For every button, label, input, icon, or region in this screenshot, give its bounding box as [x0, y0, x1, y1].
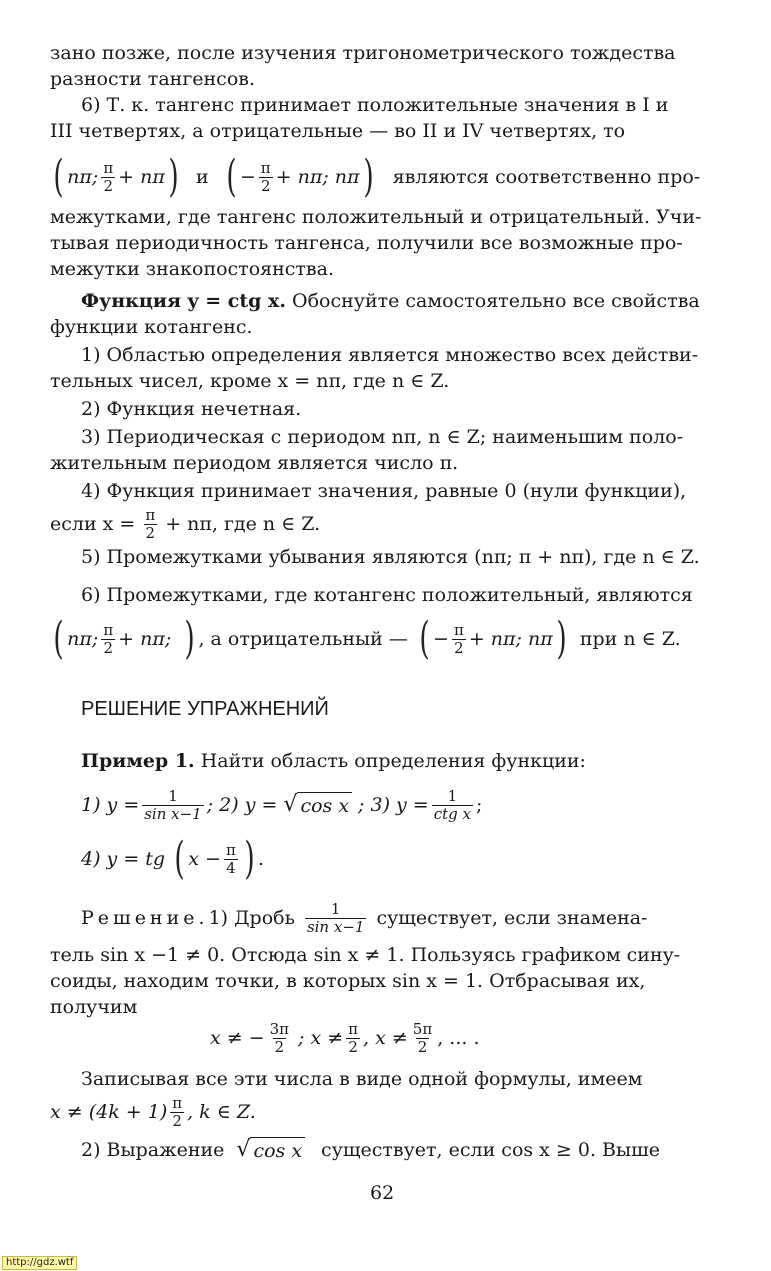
example-title: Пример 1. Найти область определения функции: — [81, 750, 586, 772]
interval-line-ctg: ( nπ; $\frac{\pi}{2}$ + nπ; ) , а отрицательный — ( − $\frac{\pi}{2}$ + nπ; nπ ) при n ∈ Z. — [53, 613, 681, 664]
text-line: разности тангенсов. — [50, 68, 255, 90]
fraction: $\frac{\pi}{2}$ — [172, 1093, 183, 1130]
text-line: тельных чисел, кроме x = nπ, где n ∈ Z. — [50, 370, 450, 392]
text-line: 6) Т. к. тангенс принимает положительные значения в I и — [81, 94, 669, 116]
text-line: 2) Выражение √ cos x существует, если cos x ≥ 0. Выше — [81, 1137, 661, 1162]
text-line: тывая периодичность тангенса, получили все возможные про- — [50, 232, 683, 254]
fraction: $\frac{\pi}{2}$ — [348, 1019, 359, 1056]
text-line: 1) Областью определения является множество всех действи- — [81, 344, 699, 366]
text-line: 6) Промежутками, где котангенс положительный, являются — [81, 584, 693, 606]
text-line: III четвертях, а отрицательные — во II и IV четвертях, то — [50, 120, 626, 142]
solution-line: Решение. 1) Дробь $\frac{1}{\text{sin x−1}}$ существует, если знамена- — [81, 899, 648, 936]
sqrt: cos x — [297, 792, 352, 819]
fraction: $\frac{\pi}{2}$ — [145, 505, 156, 542]
fraction: $\frac{\pi}{2}$ — [103, 620, 114, 657]
function-title: Функция y = ctg x. Обоснуйте самостоятельно все свойства — [81, 290, 700, 312]
zeros-line: если x = $\frac{\pi}{2}$ + nπ, где n ∈ Z. — [50, 505, 321, 542]
watermark-link[interactable]: http://gdz.wtf — [2, 1256, 77, 1270]
fraction: $\frac{1}{\text{sin x−1}}$ — [306, 899, 365, 936]
text-line: функции котангенс. — [50, 316, 253, 338]
interval-line-tan: ( nπ; $\frac{\pi}{2}$ + nπ ) и ( − $\frac{\pi}{2}$ + nπ; nπ ) являются соответственно про- — [53, 151, 701, 202]
fraction: $\frac{\pi}{4}$ — [225, 840, 236, 877]
text-line: Записывая все эти числа в виде одной формулы, имеем — [81, 1068, 643, 1090]
fraction: $\frac{\pi}{2}$ — [103, 158, 114, 195]
excluded-points: x ≠ − $\frac{3\pi}{2}$ ; x ≠ $\frac{\pi}{2}$ , x ≠ $\frac{5\pi}{2}$ , ... . — [210, 1019, 480, 1056]
text-line: 5) Промежутками убывания являются (nπ; π + nπ), где n ∈ Z. — [81, 546, 700, 568]
text-line: жительным периодом является число π. — [50, 452, 459, 474]
text-line: 4) Функция принимает значения, равные 0 (нули функции), — [81, 480, 687, 502]
example-item-4: 4) y = tg ( x − $\frac{\pi}{4}$ ) . — [81, 833, 265, 884]
text-line: тель sin x −1 ≠ 0. Отсюда sin x ≠ 1. Пользуясь графиком сину- — [50, 944, 681, 966]
text-line: соиды, находим точки, в которых sin x = 1. Отбрасывая их, — [50, 970, 646, 992]
text-line: зано позже, после изучения тригонометрического тождества — [50, 42, 676, 64]
text-line: межутки знакопостоянства. — [50, 258, 334, 280]
example-items-1-3: 1) y = $\frac{1}{\text{sin x−1}}$ ; 2) y = √ cos x ; 3) y = $\frac{1}{\text{ctg x}}$ ; — [81, 786, 483, 823]
fraction: $\frac{1}{\text{sin x−1}}$ — [144, 786, 202, 823]
text-line: межутками, где тангенс положительный и отрицательный. Учи- — [50, 206, 702, 228]
section-heading: РЕШЕНИЕ УПРАЖНЕНИЙ — [81, 698, 329, 720]
text-line: 3) Периодическая с периодом nπ, n ∈ Z; наименьшим поло- — [81, 426, 684, 448]
formula-line: x ≠ (4k + 1) $\frac{\pi}{2}$ , k ∈ Z. — [50, 1093, 256, 1130]
fraction: $\frac{1}{\text{ctg x}}$ — [433, 786, 471, 823]
text-line: 2) Функция нечетная. — [81, 398, 302, 420]
fraction: $\frac{5\pi}{2}$ — [412, 1019, 433, 1056]
fraction: $\frac{\pi}{2}$ — [453, 620, 464, 657]
fraction: $\frac{\pi}{2}$ — [260, 158, 271, 195]
sqrt: cos x — [250, 1137, 305, 1164]
fraction: $\frac{3\pi}{2}$ — [269, 1019, 290, 1056]
page-number: 62 — [370, 1182, 395, 1204]
text-line: получим — [50, 996, 138, 1018]
